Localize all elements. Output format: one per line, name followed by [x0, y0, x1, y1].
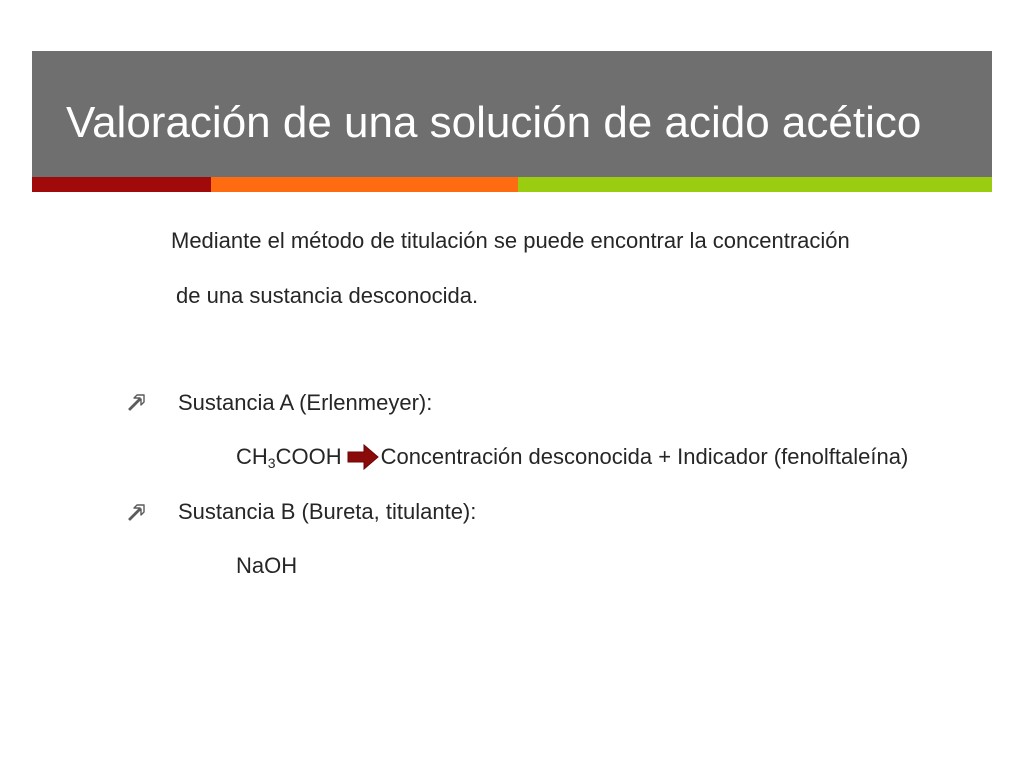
intro-text-line-2: de una sustancia desconocida.	[176, 283, 479, 308]
accent-stripe-green	[518, 177, 992, 192]
item-b-detail: NaOH	[236, 553, 298, 578]
right-arrow-icon	[347, 444, 379, 470]
item-b-label: Sustancia B (Bureta, titulante):	[178, 499, 477, 524]
outline-arrow-up-right-icon	[128, 393, 146, 411]
title-bar	[32, 51, 992, 177]
item-a-description: Concentración desconocida + Indicador (fenolftaleína)	[380, 444, 909, 469]
formula-suffix: COOH	[275, 444, 342, 469]
outline-arrow-up-right-icon	[128, 503, 146, 521]
item-a-label: Sustancia A (Erlenmeyer):	[178, 390, 433, 415]
formula-prefix: CH	[236, 444, 268, 469]
accent-stripe-orange	[211, 177, 518, 192]
accent-stripe-red	[32, 177, 211, 192]
item-a-formula-row: CH $_3$ COOH Concentración desconocida + Indicador (fenolftaleína)	[236, 444, 909, 471]
intro-text-line-1: Mediante el método de titulación se puede encontrar la concentración	[171, 228, 850, 253]
slide-title: Valoración de una solución de acido acético	[66, 98, 922, 147]
